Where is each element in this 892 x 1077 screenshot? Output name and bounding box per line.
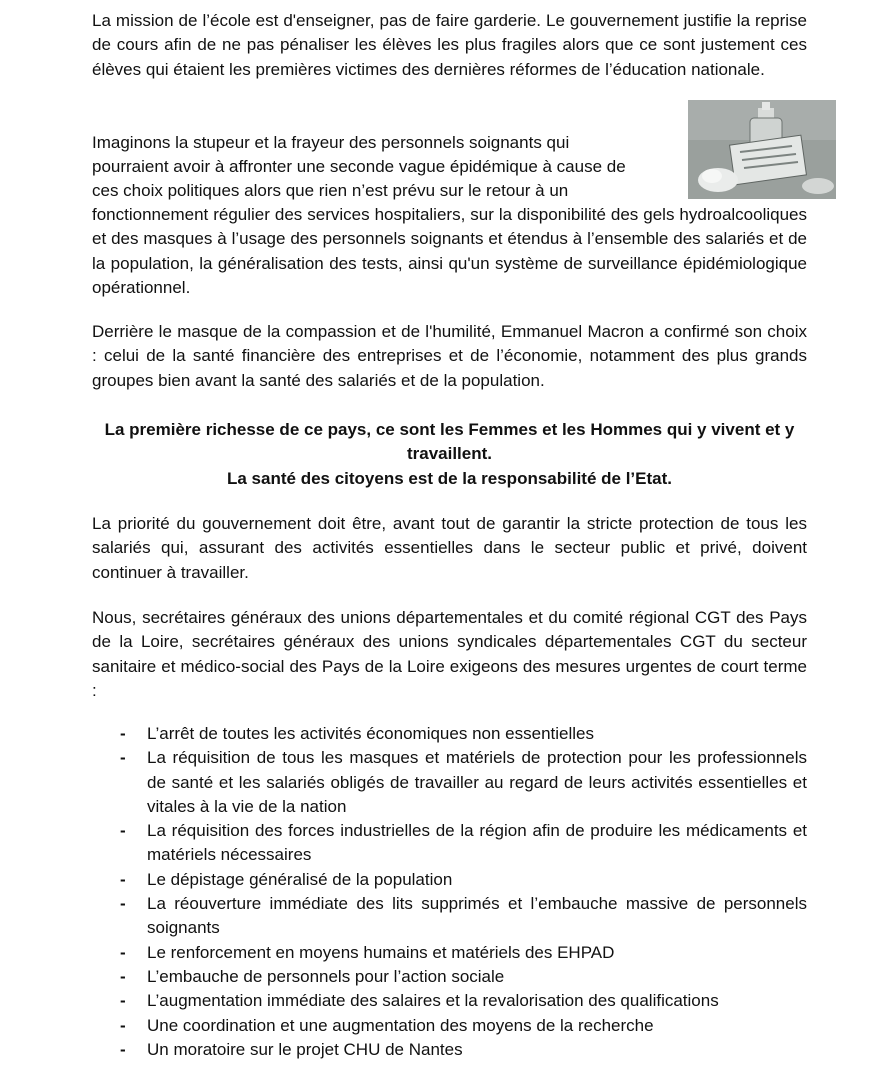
bullet-dash: -	[120, 748, 126, 768]
demand-text: La réouverture immédiate des lits supprimés et l’embauche massive de personnels soignants	[147, 894, 807, 938]
paragraph-caregivers-line-3: ces choix politiques alors que rien n’est prévu sur le retour à un	[92, 181, 569, 200]
bullet-dash: -	[120, 894, 126, 914]
bullet-dash: -	[120, 1039, 126, 1059]
bullet-dash: -	[120, 991, 126, 1011]
paragraph-school-mission: La mission de l’école est d'enseigner, pas de faire garderie. Le gouvernement justifie la reprise de cours afin de ne pas pénaliser les élèves les plus fragiles alors que ce sont justement ces élèves qui étaient les premières victimes des dernières réformes de l’éducation nationale.	[92, 11, 807, 79]
bold-statement-health: La santé des citoyens est de la responsabilité de l’Etat.	[227, 469, 672, 488]
paragraph-caregivers-line-1: Imaginons la stupeur et la frayeur des personnels soignants qui	[92, 133, 570, 152]
paragraph-caregivers-line-2: pourraient avoir à affronter une seconde vague épidémique à cause de	[92, 157, 626, 176]
demand-text: L’embauche de personnels pour l’action sociale	[147, 966, 505, 986]
demands-list	[120, 722, 807, 1062]
list-item	[120, 941, 807, 965]
list-item	[120, 819, 807, 868]
list-item	[120, 989, 807, 1013]
demand-text: L’augmentation immédiate des salaires et la revalorisation des qualifications	[147, 991, 719, 1011]
list-item	[120, 746, 807, 819]
bold-statement-wealth: La première richesse de ce pays, ce sont les Femmes et les Hommes qui y vivent et y travaillent.	[104, 420, 795, 464]
demand-text: La réquisition des forces industrielles de la région afin de produire les médicaments et matériels nécessaires	[147, 821, 807, 865]
paragraph-cgt-signatories: Nous, secrétaires généraux des unions départementales et du comité régional CGT des Pays de la Loire, secrétaires généraux des unions syndicales départementales CGT du secteur sanitaire et médico-social des Pays de la Loire exigeons des mesures urgentes de court terme :	[92, 608, 807, 700]
demand-text: Un moratoire sur le projet CHU de Nantes	[147, 1039, 463, 1059]
bullet-dash: -	[120, 724, 126, 743]
list-item	[120, 1038, 807, 1062]
hand-sanitizer-photo	[688, 100, 836, 199]
list-item	[120, 868, 807, 892]
list-item	[120, 892, 807, 941]
hand-sanitizer-illustration	[688, 100, 836, 199]
paragraph-caregivers-rest: fonctionnement régulier des services hospitaliers, sur la disponibilité des gels hydroalcooliques et des masques à l’usage des personnels soignants et étendus à l’ensemble des salariés et de la population, la généralisation des tests, ainsi qu'un système de surveillance épidémiologique opérationnel.	[92, 205, 807, 297]
list-item	[120, 722, 807, 746]
bullet-dash: -	[120, 869, 126, 889]
paragraph-macron-choice: Derrière le masque de la compassion et de l'humilité, Emmanuel Macron a confirmé son choix : celui de la santé financière des entreprises et de l’économie, notamment des plus grands groupes bien avant la santé des salariés et de la population.	[92, 322, 807, 390]
demand-text: Le renforcement en moyens humains et matériels des EHPAD	[147, 942, 615, 962]
list-item	[120, 965, 807, 989]
paragraph-government-priority: La priorité du gouvernement doit être, avant tout de garantir la stricte protection de tous les salariés qui, assurant des activités essentielles dans le secteur public et privé, doivent continuer à travailler.	[92, 514, 807, 582]
bullet-dash: -	[120, 966, 126, 986]
demand-text: La réquisition de tous les masques et matériels de protection pour les professionnels de santé et les salariés obligés de travailler au regard de leurs activités essentielles et vitales à la vie de la nation	[147, 748, 807, 816]
list-item	[120, 1014, 807, 1038]
demand-text: Le dépistage généralisé de la population	[147, 869, 453, 889]
demand-text: Une coordination et une augmentation des moyens de la recherche	[147, 1015, 654, 1035]
demand-text: L’arrêt de toutes les activités économiques non essentielles	[147, 724, 594, 743]
bullet-dash: -	[120, 942, 126, 962]
bullet-dash: -	[120, 1015, 126, 1035]
bullet-dash: -	[120, 821, 126, 841]
